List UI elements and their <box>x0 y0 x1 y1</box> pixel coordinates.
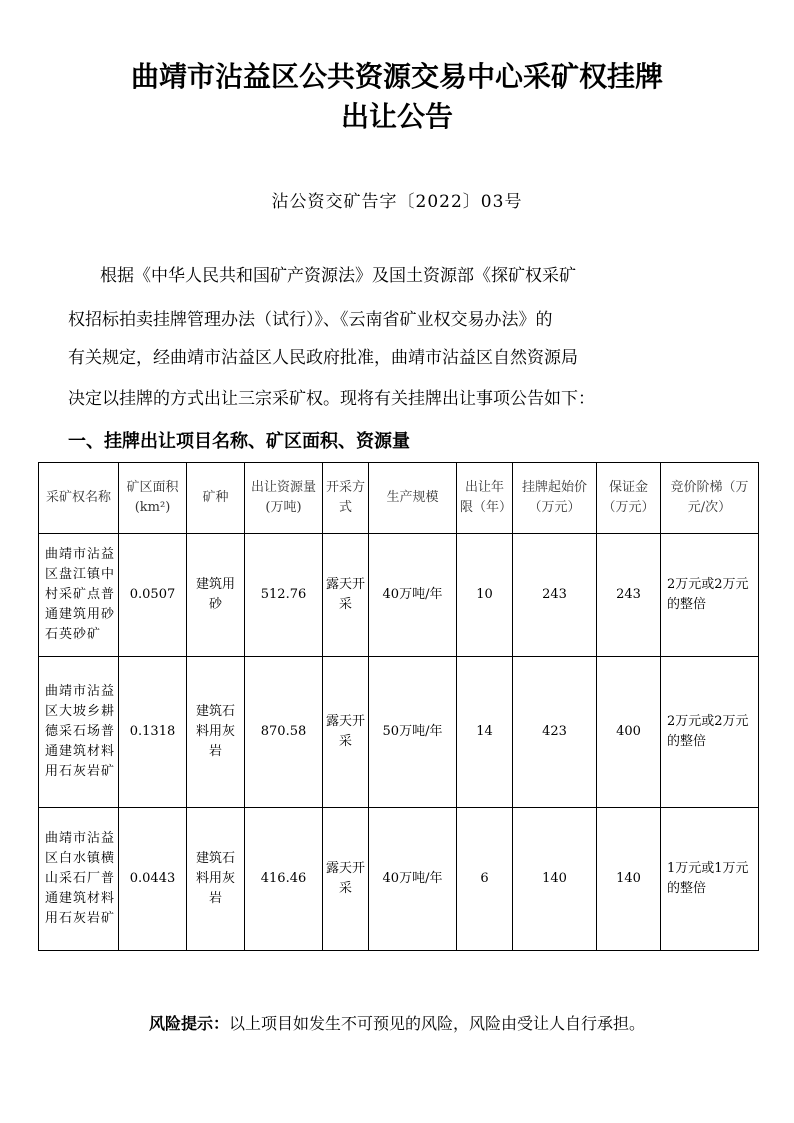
cell-name: 曲靖市沾益区白水镇横山采石厂普通建筑材料用石灰岩矿 <box>39 808 119 951</box>
cell-deposit: 400 <box>597 657 661 808</box>
header-scale: 生产规模 <box>369 463 457 534</box>
risk-text: 以上项目如发生不可预见的风险，风险由受让人自行承担。 <box>229 1014 646 1033</box>
header-step: 竞价阶梯（万元/次） <box>661 463 759 534</box>
header-mineral: 矿种 <box>187 463 245 534</box>
cell-method: 露天开采 <box>323 534 369 657</box>
cell-resource: 512.76 <box>245 534 323 657</box>
cell-step: 1万元或1万元的整倍 <box>661 808 759 951</box>
cell-scale: 50万吨/年 <box>369 657 457 808</box>
risk-label: 风险提示： <box>148 1014 229 1033</box>
cell-years: 6 <box>457 808 513 951</box>
cell-scale: 40万吨/年 <box>369 808 457 951</box>
risk-notice <box>0 1012 794 1036</box>
cell-deposit: 243 <box>597 534 661 657</box>
table-header-row <box>39 463 759 534</box>
section-heading: 一、挂牌出让项目名称、矿区面积、资源量 <box>68 431 410 452</box>
document-title-line-1: 曲靖市沾益区公共资源交易中心采矿权挂牌 <box>130 60 663 93</box>
header-years: 出让年限（年） <box>457 463 513 534</box>
header-method: 开采方式 <box>323 463 369 534</box>
header-resource: 出让资源量(万吨) <box>245 463 323 534</box>
cell-step: 2万元或2万元的整倍 <box>661 657 759 808</box>
cell-mineral: 建筑石料用灰岩 <box>187 808 245 951</box>
cell-name: 曲靖市沾益区盘江镇中村采矿点普通建筑用砂石英砂矿 <box>39 534 119 657</box>
intro-line-2: 权招标拍卖挂牌管理办法（试行）》、《云南省矿业权交易办法》的 <box>68 310 553 330</box>
cell-method: 露天开采 <box>323 808 369 951</box>
cell-mineral: 建筑用砂 <box>187 534 245 657</box>
cell-resource: 416.46 <box>245 808 323 951</box>
cell-scale: 40万吨/年 <box>369 534 457 657</box>
cell-deposit: 140 <box>597 808 661 951</box>
header-deposit: 保证金（万元） <box>597 463 661 534</box>
table-row <box>39 657 759 808</box>
intro-line-4: 决定以挂牌的方式出让三宗采矿权。现将有关挂牌出让事项公告如下： <box>68 389 595 409</box>
document-number: 沾公资交矿告字〔2022〕03号 <box>271 192 523 212</box>
intro-line-3: 有关规定，经曲靖市沾益区人民政府批准，曲靖市沾益区自然资源局 <box>68 348 578 368</box>
cell-years: 14 <box>457 657 513 808</box>
document-title-line-2: 出让公告 <box>340 100 453 133</box>
cell-area: 0.1318 <box>119 657 187 808</box>
cell-resource: 870.58 <box>245 657 323 808</box>
cell-start-price: 140 <box>513 808 597 951</box>
cell-years: 10 <box>457 534 513 657</box>
header-name: 采矿权名称 <box>39 463 119 534</box>
cell-step: 2万元或2万元的整倍 <box>661 534 759 657</box>
cell-name: 曲靖市沾益区大坡乡耕德采石场普通建筑材料用石灰岩矿 <box>39 657 119 808</box>
table-row <box>39 534 759 657</box>
table-row <box>39 808 759 951</box>
cell-start-price: 423 <box>513 657 597 808</box>
cell-method: 露天开采 <box>323 657 369 808</box>
cell-mineral: 建筑石料用灰岩 <box>187 657 245 808</box>
header-area: 矿区面积(km²) <box>119 463 187 534</box>
cell-area: 0.0507 <box>119 534 187 657</box>
cell-area: 0.0443 <box>119 808 187 951</box>
intro-line-1: 根据《中华人民共和国矿产资源法》及国土资源部《探矿权采矿 <box>100 266 576 286</box>
cell-start-price: 243 <box>513 534 597 657</box>
mining-rights-table <box>38 462 759 951</box>
header-start-price: 挂牌起始价（万元） <box>513 463 597 534</box>
